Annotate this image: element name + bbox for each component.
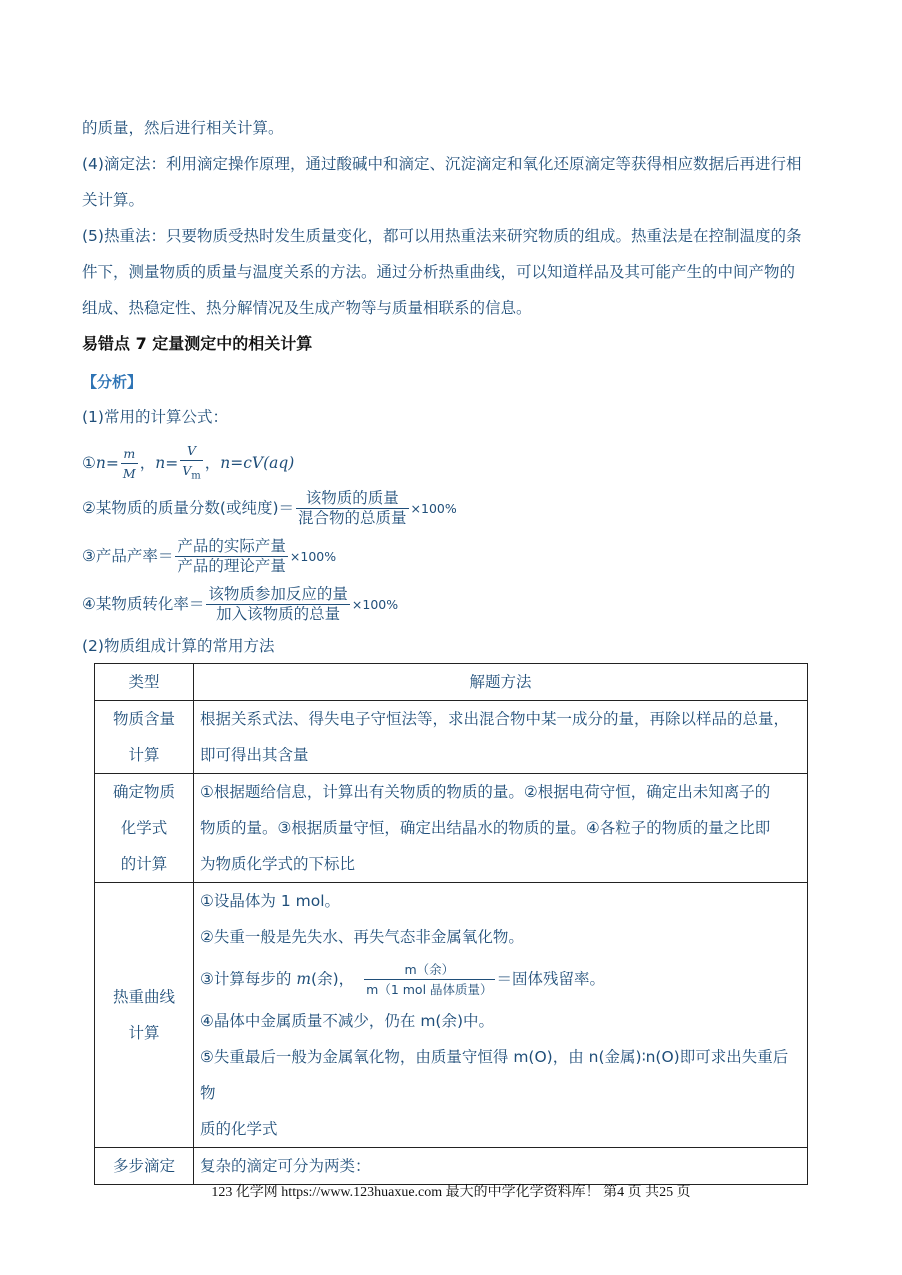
formula-intro: (1)常用的计算公式：	[82, 408, 228, 426]
section-heading: 易错点 7 定量测定中的相关计算	[82, 334, 313, 353]
methods-table	[94, 663, 808, 1185]
paragraph-line: 的质量，然后进行相关计算。	[82, 119, 284, 137]
row-type: 确定物质 化学式 的计算	[95, 774, 194, 883]
row-type: 热重曲线 计算	[95, 883, 194, 1148]
formula-2: ②某物质的质量分数(或纯度)＝ $\frac{\text{该物质的质量}}{\text{混合物的总质量}}$ ×100%	[82, 489, 457, 527]
formula-1: ①n= $\frac{m}{M}$ ，n= $\frac{V}{V_m}$ ，n=cV(aq)	[82, 441, 294, 486]
page-footer: 123 化学网 https://www.123huaxue.com 最大的中学化学资料库！ 第4 页 共25 页	[211, 1185, 691, 1200]
row-method: ①设晶体为 1 mol。 ②失重一般是先失水、再失气态非金属氧化物。 ③计算每步的 m(余)， $\frac{\text{m（余）}}{\text{m（1 mol 晶体质量）}}$ ＝固体残留率。 ④晶体中金属质量不减少，仍在 m(余)中。 ⑤失重最后一般为金属氧化物，由质量守恒得 m(O)，由 n(金属)∶n(O)即可求出失重后物 质的化学式	[194, 883, 808, 1148]
paragraph-line: 件下，测量物质的质量与温度关系的方法。通过分析热重曲线，可以知道样品及其可能产生的中间产物的	[82, 263, 796, 281]
formula-3: ③产品产率＝ $\frac{\text{产品的实际产量}}{\text{产品的理论产量}}$ ×100%	[82, 537, 337, 575]
row-method: 根据关系式法、得失电子守恒法等，求出混合物中某一成分的量，再除以样品的总量， 即可得出其含量	[194, 701, 808, 774]
table-row	[95, 883, 808, 1148]
paragraph-line: 组成、热稳定性、热分解情况及生成产物等与质量相联系的信息。	[82, 299, 532, 317]
analysis-tag: 【分析】	[82, 373, 143, 391]
header-type: 类型	[95, 664, 194, 701]
paragraph-line: (4)滴定法：利用滴定操作原理，通过酸碱中和滴定、沉淀滴定和氧化还原滴定等获得相应数据后再进行相	[82, 155, 802, 173]
table-row	[95, 1148, 808, 1185]
table-intro: (2)物质组成计算的常用方法	[82, 637, 275, 655]
formula-4: ④某物质转化率＝ $\frac{\text{该物质参加反应的量}}{\text{加入该物质的总量}}$ ×100%	[82, 585, 399, 623]
row-method: 复杂的滴定可分为两类：	[194, 1148, 808, 1185]
table-row	[95, 701, 808, 774]
header-method: 解题方法	[194, 664, 808, 701]
table-row	[95, 774, 808, 883]
fraction: $\frac{V}{V_m}$	[182, 443, 201, 482]
row-type: 多步滴定	[95, 1148, 194, 1185]
fraction: $\frac{m}{M}$	[122, 445, 136, 481]
table-header-row	[95, 664, 808, 701]
paragraph-line: 关计算。	[82, 191, 145, 209]
row-type: 物质含量 计算	[95, 701, 194, 774]
paragraph-line: (5)热重法：只要物质受热时发生质量变化，都可以用热重法来研究物质的组成。热重法是在控制温度的条	[82, 227, 802, 245]
row-method: ①根据题给信息，计算出有关物质的物质的量。②根据电荷守恒，确定出未知离子的 物质的量。③根据质量守恒，确定出结晶水的物质的量。④各粒子的物质的量之比即 为物质化学式的下标比	[194, 774, 808, 883]
